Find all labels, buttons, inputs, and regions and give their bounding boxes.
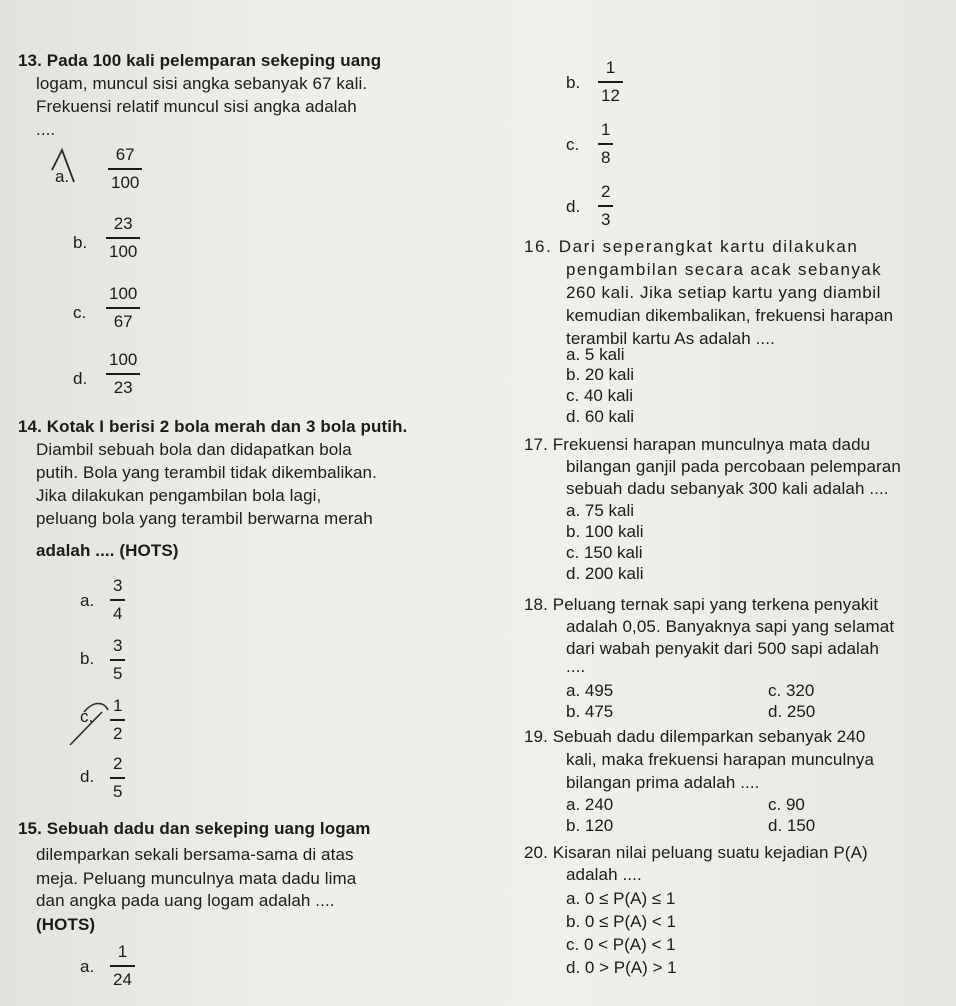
q16-option-a: a. 5 kali bbox=[566, 345, 625, 364]
q19-line-1: 19. Sebuah dadu dilemparkan sebanyak 240 bbox=[524, 727, 866, 746]
q17-line-1: 17. Frekuensi harapan munculnya mata dadu bbox=[524, 435, 871, 454]
q15-line-1: 15. Sebuah dadu dan sekeping uang logam bbox=[18, 819, 371, 838]
fraction-denominator: 2 bbox=[113, 723, 123, 743]
q16-line-5: terambil kartu As adalah .... bbox=[566, 329, 775, 348]
q15-line-5: (HOTS) bbox=[36, 915, 96, 934]
q17-option-c: c. 150 kali bbox=[566, 543, 643, 562]
q17-option-b: b. 100 kali bbox=[566, 522, 644, 541]
fraction-numerator: 3 bbox=[113, 576, 123, 595]
fraction-denominator: 8 bbox=[601, 147, 611, 167]
fraction-denominator: 5 bbox=[113, 663, 123, 683]
q19-option-b: b. 120 bbox=[566, 816, 614, 835]
q14-option-d-label: d. bbox=[80, 767, 95, 786]
fraction-numerator: 23 bbox=[113, 214, 133, 233]
q19-option-c: c. 90 bbox=[768, 795, 805, 814]
q13-option-c-label: c. bbox=[73, 303, 87, 322]
fraction-denominator: 100 bbox=[111, 172, 140, 192]
q19-line-2: kali, maka frekuensi harapan munculnya bbox=[566, 750, 875, 769]
q16-option-c: c. 40 kali bbox=[566, 386, 634, 405]
q14-option-b-fraction bbox=[110, 636, 125, 684]
q14-line-4: Jika dilakukan pengambilan bola lagi, bbox=[36, 486, 322, 505]
q13-line-1: 13. Pada 100 kali pelemparan sekeping uang bbox=[18, 51, 382, 70]
q16-line-1: 16. Dari seperangkat kartu dilakukan bbox=[524, 237, 859, 256]
q20-option-a: a. 0 ≤ P(A) ≤ 1 bbox=[566, 889, 676, 908]
q13-option-d-label: d. bbox=[73, 369, 88, 388]
q19-option-a: a. 240 bbox=[566, 795, 614, 814]
q18-line-2: adalah 0,05. Banyaknya sapi yang selamat bbox=[566, 617, 895, 636]
q17-option-a: a. 75 kali bbox=[566, 501, 635, 520]
q16-option-d: d. 60 kali bbox=[566, 407, 635, 426]
q15-option-d-fraction bbox=[598, 182, 613, 230]
fraction-numerator: 1 bbox=[601, 120, 611, 139]
q18-line-1: 18. Peluang ternak sapi yang terkena penyakit bbox=[524, 595, 879, 614]
q15-line-3: meja. Peluang munculnya mata dadu lima bbox=[36, 869, 357, 888]
q14-line-1: 14. Kotak I berisi 2 bola merah dan 3 bola putih. bbox=[18, 417, 408, 436]
q20-option-b: b. 0 ≤ P(A) < 1 bbox=[566, 912, 676, 931]
q13-option-b-label: b. bbox=[73, 233, 88, 252]
q16-line-2: pengambilan secara acak sebanyak bbox=[566, 260, 883, 279]
q19-line-3: bilangan prima adalah .... bbox=[566, 773, 760, 792]
q20-option-c: c. 0 < P(A) < 1 bbox=[566, 935, 676, 954]
q13-option-b-fraction bbox=[106, 214, 140, 262]
q13-option-a-label: a. bbox=[55, 167, 70, 186]
q14-line-5: peluang bola yang terambil berwarna merah bbox=[36, 509, 373, 528]
fraction-denominator: 12 bbox=[601, 85, 620, 105]
q18-option-d: d. 250 bbox=[768, 702, 816, 721]
q14-option-d-fraction bbox=[110, 754, 125, 802]
q14-option-c-label: c. bbox=[80, 707, 94, 726]
q15-option-c-fraction bbox=[598, 120, 613, 168]
q18-option-b: b. 475 bbox=[566, 702, 614, 721]
q15-option-c-label: c. bbox=[566, 135, 580, 154]
q20-option-d: d. 0 > P(A) > 1 bbox=[566, 958, 677, 977]
q15-option-b-fraction bbox=[598, 58, 623, 106]
q13-line-2: logam, muncul sisi angka sebanyak 67 kali. bbox=[36, 74, 368, 93]
q14-line-2: Diambil sebuah bola dan didapatkan bola bbox=[36, 440, 352, 459]
fraction-numerator: 2 bbox=[601, 182, 611, 201]
fraction-numerator: 100 bbox=[109, 284, 138, 303]
q19-option-d: d. 150 bbox=[768, 816, 816, 835]
fraction-numerator: 2 bbox=[113, 754, 123, 773]
fraction-numerator: 1 bbox=[117, 942, 128, 961]
fraction-denominator: 4 bbox=[113, 603, 123, 623]
q14-option-a-fraction bbox=[110, 576, 125, 624]
q13-line-4: .... bbox=[36, 120, 56, 139]
q14-line-6: adalah .... (HOTS) bbox=[36, 541, 179, 560]
q15-option-a-fraction bbox=[110, 942, 135, 990]
fraction-numerator: 1 bbox=[605, 58, 616, 77]
q18-line-4: .... bbox=[566, 657, 586, 676]
q18-line-3: dari wabah penyakit dari 500 sapi adalah bbox=[566, 639, 880, 658]
q20-line-2: adalah .... bbox=[566, 865, 642, 884]
q16-line-3: 260 kali. Jika setiap kartu yang diambil bbox=[566, 283, 882, 302]
fraction-denominator: 67 bbox=[113, 311, 133, 331]
q13-option-a-fraction bbox=[108, 145, 142, 193]
fraction-denominator: 24 bbox=[113, 969, 132, 989]
q18-option-a: a. 495 bbox=[566, 681, 614, 700]
q13-line-3: Frekuensi relatif muncul sisi angka adalah bbox=[36, 97, 357, 116]
fraction-denominator: 5 bbox=[113, 781, 123, 801]
q13-option-c-fraction bbox=[106, 284, 140, 332]
q16-option-b: b. 20 kali bbox=[566, 365, 635, 384]
q16-line-4: kemudian dikembalikan, frekuensi harapan bbox=[566, 306, 894, 325]
q13-option-d-fraction bbox=[106, 350, 140, 398]
q15-option-d-label: d. bbox=[566, 197, 581, 216]
q15-line-2: dilemparkan sekali bersama-sama di atas bbox=[36, 845, 354, 864]
fraction-numerator: 100 bbox=[109, 350, 138, 369]
fraction-denominator: 23 bbox=[113, 377, 133, 397]
q15-option-b-label: b. bbox=[566, 73, 581, 92]
fraction-numerator: 3 bbox=[113, 636, 123, 655]
q17-line-2: bilangan ganjil pada percobaan pelemparan bbox=[566, 457, 901, 476]
fraction-denominator: 3 bbox=[601, 209, 611, 229]
q17-option-d: d. 200 kali bbox=[566, 564, 644, 583]
fraction-numerator: 1 bbox=[113, 696, 123, 715]
q18-option-c: c. 320 bbox=[768, 681, 815, 700]
q14-option-c-fraction bbox=[110, 696, 125, 744]
q14-option-b-label: b. bbox=[80, 649, 95, 668]
q14-option-a-label: a. bbox=[80, 591, 95, 610]
fraction-denominator: 100 bbox=[109, 241, 138, 261]
q15-line-4: dan angka pada uang logam adalah .... bbox=[36, 891, 335, 910]
fraction-numerator: 67 bbox=[115, 145, 135, 164]
q20-line-1: 20. Kisaran nilai peluang suatu kejadian P(A) bbox=[524, 843, 868, 862]
q15-option-a-label: a. bbox=[80, 957, 95, 976]
q14-line-3: putih. Bola yang terambil tidak dikembalikan. bbox=[36, 463, 377, 482]
q17-line-3: sebuah dadu sebanyak 300 kali adalah .... bbox=[566, 479, 889, 498]
